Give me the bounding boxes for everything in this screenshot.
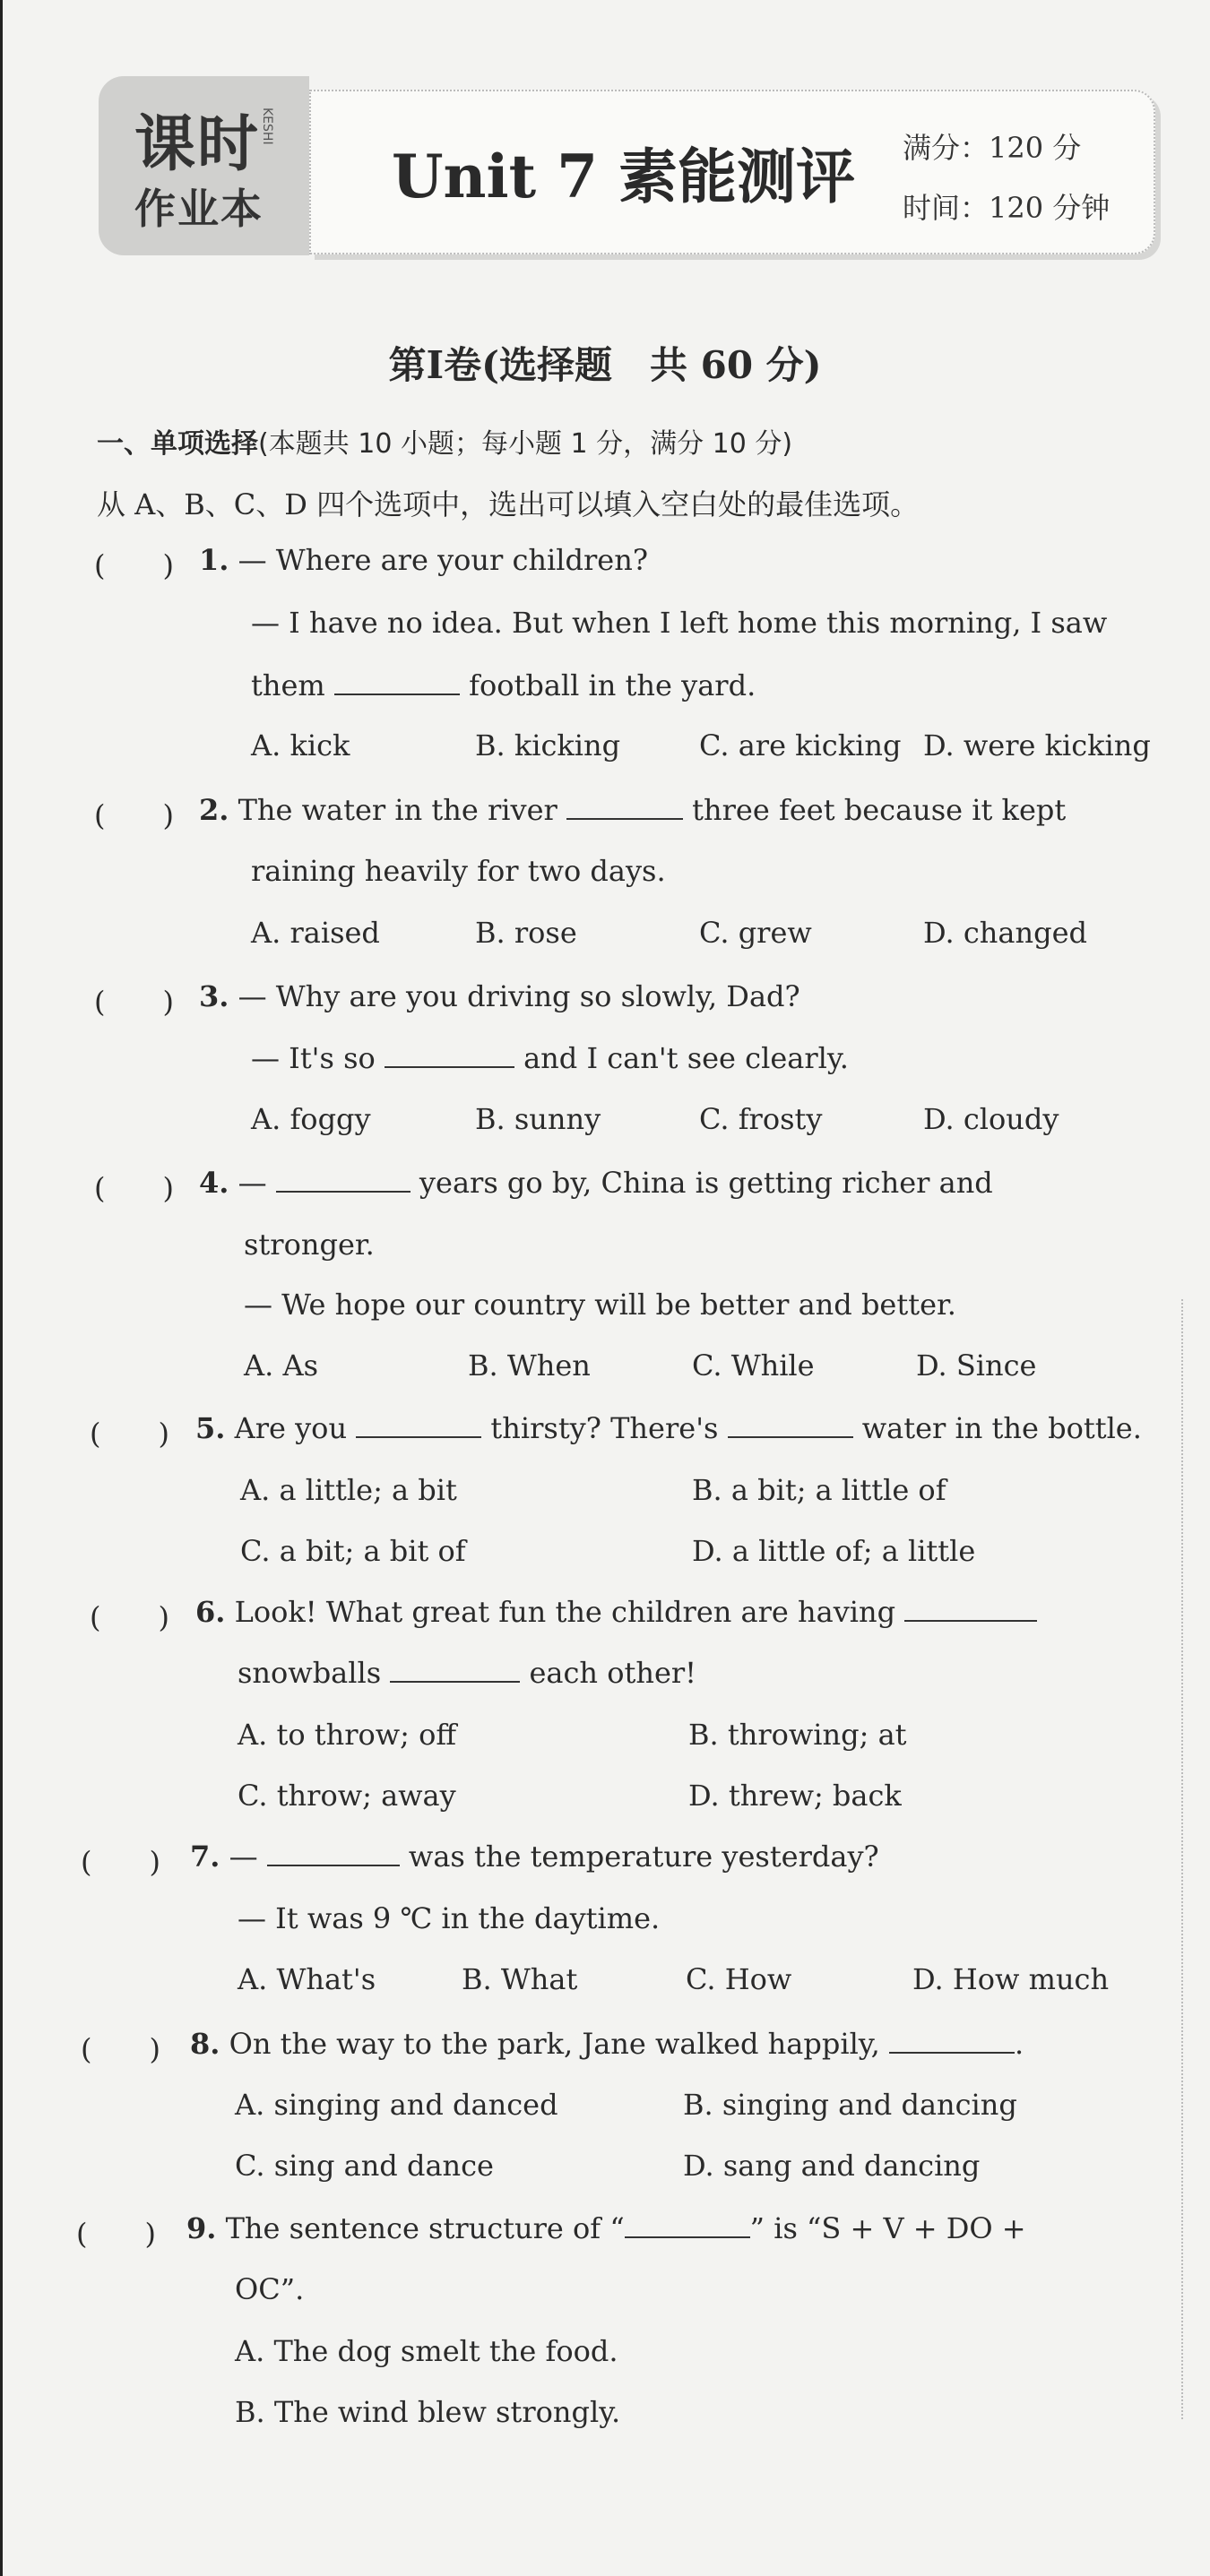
question-text: ” is “S + V + DO + <box>749 2211 1026 2245</box>
answer-paren[interactable]: ( ) <box>90 1600 169 1634</box>
question-text: — Where are your children? <box>238 543 648 577</box>
answer-paren[interactable]: ( ) <box>81 1845 160 1879</box>
question-text: — I have no idea. But when I left home this morning, I saw <box>251 606 1108 640</box>
question-text: thirsty? There's <box>490 1411 719 1445</box>
option-b[interactable]: B. a bit; a little of <box>692 1473 946 1507</box>
option-b[interactable]: B. What <box>462 1962 578 1996</box>
question-line <box>251 1041 849 1075</box>
question-number: 5. <box>195 1411 226 1445</box>
answer-blank[interactable] <box>728 1413 853 1438</box>
answer-paren[interactable]: ( ) <box>94 1171 174 1205</box>
question-text: The sentence structure of “ <box>225 2211 625 2245</box>
option-d[interactable]: D. threw; back <box>688 1779 902 1813</box>
option-d[interactable]: D. changed <box>923 916 1087 950</box>
answer-paren[interactable]: ( ) <box>94 985 174 1019</box>
option-b[interactable]: B. When <box>468 1348 591 1383</box>
question-text: . <box>1014 2027 1024 2061</box>
question-text: — We hope our country will be better and better. <box>244 1288 956 1322</box>
question-text: Are you <box>234 1411 348 1445</box>
question-line <box>199 543 648 577</box>
question-text: Look! What great fun the children are having <box>234 1595 896 1629</box>
option-c[interactable]: C. frosty <box>699 1102 823 1136</box>
question-text: water in the bottle. <box>861 1411 1142 1445</box>
answer-blank[interactable] <box>625 2213 750 2238</box>
question-text: raining heavily for two days. <box>251 854 666 888</box>
option-b[interactable]: B. The wind blew strongly. <box>235 2395 621 2429</box>
logo-side-text: KESHI <box>260 108 274 145</box>
question-text: — <box>238 1166 267 1200</box>
question-text: years go by, China is getting richer and <box>419 1166 993 1200</box>
option-c[interactable]: C. are kicking <box>699 728 902 762</box>
option-d[interactable]: D. a little of; a little <box>692 1534 976 1568</box>
question-number: 7. <box>190 1839 220 1874</box>
answer-blank[interactable] <box>276 1167 411 1193</box>
option-c[interactable]: C. While <box>692 1348 815 1383</box>
question-line <box>190 1839 879 1874</box>
option-c[interactable]: C. a bit; a bit of <box>240 1534 466 1568</box>
question-line <box>195 1595 1037 1629</box>
option-b[interactable]: B. throwing; at <box>688 1718 907 1752</box>
option-c[interactable]: C. throw; away <box>238 1779 456 1813</box>
question-line <box>199 1166 993 1200</box>
answer-blank[interactable] <box>889 2029 1015 2054</box>
option-d[interactable]: D. cloudy <box>923 1102 1059 1136</box>
question-text: and I can't see clearly. <box>523 1041 849 1075</box>
answer-paren[interactable]: ( ) <box>94 798 174 832</box>
question-number: 8. <box>190 2027 220 2061</box>
question-text: On the way to the park, Jane walked happily, <box>229 2027 880 2061</box>
option-a[interactable]: A. foggy <box>251 1102 371 1136</box>
answer-paren[interactable]: ( ) <box>94 548 174 582</box>
question-number: 1. <box>199 543 229 577</box>
option-a[interactable]: A. kick <box>251 728 350 762</box>
option-d[interactable]: D. sang and dancing <box>683 2149 981 2183</box>
option-b[interactable]: B. kicking <box>475 728 621 762</box>
answer-paren[interactable]: ( ) <box>76 2217 156 2251</box>
question-text: them <box>251 668 325 702</box>
question-text: each other! <box>529 1656 697 1690</box>
answer-paren[interactable]: ( ) <box>90 1417 169 1451</box>
answer-blank[interactable] <box>904 1597 1037 1622</box>
option-c[interactable]: C. grew <box>699 916 812 950</box>
option-d[interactable]: D. Since <box>916 1348 1037 1383</box>
question-text: three feet because it kept <box>692 793 1067 827</box>
option-b[interactable]: B. rose <box>475 916 577 950</box>
logo-bottom-text: 作业本 <box>134 185 264 233</box>
title-box <box>309 90 1155 254</box>
option-a[interactable]: A. raised <box>251 916 380 950</box>
question-number: 3. <box>199 979 229 1013</box>
question-number: 4. <box>199 1166 229 1200</box>
question-line <box>186 2211 1026 2245</box>
question-number: 6. <box>195 1595 226 1629</box>
question-line <box>199 979 800 1013</box>
section-title: 第Ⅰ卷(选择题 共 60 分) <box>388 343 822 387</box>
question-line <box>199 793 1066 827</box>
answer-blank[interactable] <box>356 1413 481 1438</box>
question-text: football in the yard. <box>469 668 756 702</box>
option-a[interactable]: A. a little; a bit <box>240 1473 457 1507</box>
full-score: 满分：120 分 <box>903 131 1082 165</box>
time-limit: 时间：120 分钟 <box>903 191 1111 225</box>
question-line <box>195 1411 1142 1445</box>
answer-blank[interactable] <box>566 795 683 820</box>
question-line <box>190 2027 1024 2061</box>
option-d[interactable]: D. How much <box>912 1962 1110 1996</box>
option-b[interactable]: B. sunny <box>475 1102 601 1136</box>
question-text: — It's so <box>251 1041 376 1075</box>
question-number: 9. <box>186 2211 217 2245</box>
question-text: snowballs <box>238 1656 382 1690</box>
question-number: 2. <box>199 793 229 827</box>
answer-paren[interactable]: ( ) <box>81 2032 160 2066</box>
question-line <box>238 1656 696 1690</box>
part-heading-note: (本题共 10 小题；每小题 1 分，满分 10 分) <box>258 428 793 460</box>
logo-badge <box>99 76 309 255</box>
answer-blank[interactable] <box>267 1841 400 1866</box>
option-d[interactable]: D. were kicking <box>923 728 1151 762</box>
answer-blank[interactable] <box>385 1043 514 1068</box>
part-heading <box>97 421 792 461</box>
option-a[interactable]: A. What's <box>238 1962 376 1996</box>
answer-blank[interactable] <box>390 1658 520 1683</box>
question-text: was the temperature yesterday? <box>408 1839 879 1874</box>
instruction: 从 A、B、C、D 四个选项中，选出可以填入空白处的最佳选项。 <box>97 487 920 521</box>
part-heading-label: 一、单项选择 <box>97 428 258 460</box>
logo-top-text: 课时 <box>134 109 261 180</box>
right-dotted-divider <box>1181 1299 1183 2419</box>
option-a[interactable]: A. singing and danced <box>235 2088 558 2122</box>
question-text: OC”. <box>235 2272 305 2306</box>
question-text: The water in the river <box>238 793 557 827</box>
question-line <box>251 668 756 702</box>
question-text: stronger. <box>244 1228 375 1262</box>
question-text: — Why are you driving so slowly, Dad? <box>238 979 800 1013</box>
option-c[interactable]: C. sing and dance <box>235 2149 494 2183</box>
question-text: — It was 9 ℃ in the daytime. <box>238 1901 661 1935</box>
option-a[interactable]: A. As <box>244 1348 318 1383</box>
answer-blank[interactable] <box>334 670 460 695</box>
option-c[interactable]: C. How <box>686 1962 792 1996</box>
option-b[interactable]: B. singing and dancing <box>683 2088 1017 2122</box>
page-title: Unit 7 素能测评 <box>392 142 855 211</box>
option-a[interactable]: A. to throw; off <box>238 1718 457 1752</box>
question-text: — <box>229 1839 258 1874</box>
option-a[interactable]: A. The dog smelt the food. <box>235 2334 618 2368</box>
